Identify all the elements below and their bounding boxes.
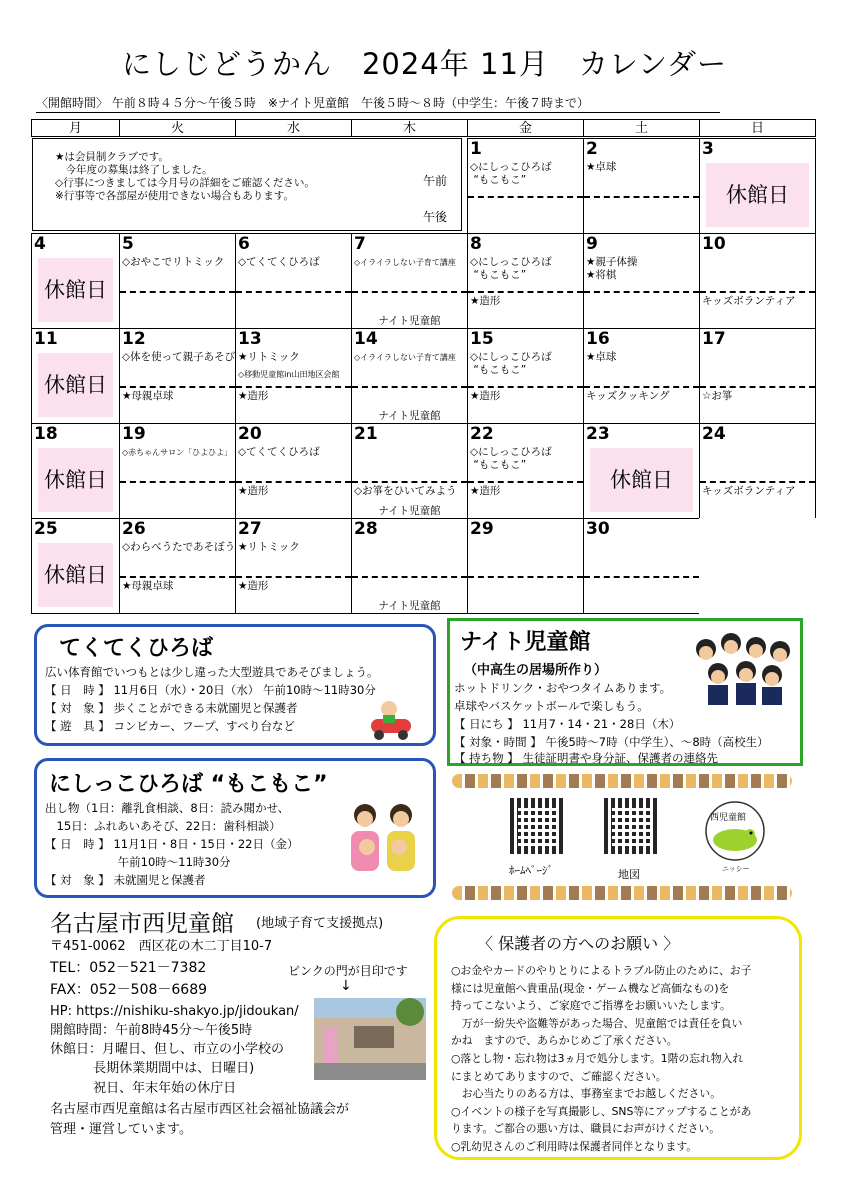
- afternoon-event: ★母親卓球: [122, 390, 174, 402]
- mascot-name: ニッシー: [722, 865, 750, 873]
- night-title: ナイト児童館: [460, 630, 591, 655]
- day-number: 11: [34, 329, 58, 349]
- night-line: 卓球やバスケットボールで楽しもう。: [454, 699, 649, 713]
- am-label: 午前: [423, 174, 448, 188]
- page-title: にしじどうかん 2024年 11月 カレンダー: [121, 47, 728, 81]
- center-name-sub: (地域子育て支援拠点): [256, 916, 384, 931]
- morning-event: ★リトミック: [238, 541, 300, 553]
- day-cell: [699, 233, 816, 329]
- am-pm-divider: [584, 291, 699, 293]
- am-pm-divider: [352, 386, 467, 388]
- am-pm-divider: [120, 386, 235, 388]
- day-cell: [467, 138, 584, 234]
- day-number: 28: [354, 519, 378, 539]
- calendar-notice: [32, 138, 462, 231]
- night-label: ナイト児童館: [378, 600, 441, 612]
- am-pm-divider: [236, 386, 351, 388]
- afternoon-event: ◇お箏をひいてみよう: [354, 485, 457, 497]
- day-cell: [235, 518, 352, 614]
- day-cell: [699, 138, 816, 234]
- am-pm-divider: [468, 196, 583, 198]
- day-number: 10: [702, 234, 726, 254]
- am-pm-divider: [236, 481, 351, 483]
- morning-event: ◇イライラしない子育て講座: [354, 353, 456, 362]
- night-box: [447, 618, 803, 766]
- day-number: 16: [586, 329, 610, 349]
- parents-line: 様には児童館へ貴重品(現金・ゲーム機など高価なもの)を: [451, 981, 730, 995]
- am-pm-divider: [120, 291, 235, 293]
- morning-event: ◇赤ちゃんサロン「ひよひよ」: [122, 448, 233, 457]
- am-pm-divider: [352, 576, 467, 578]
- animal-border-bottom: [452, 886, 792, 900]
- morning-event: ★親子体操 ★将棋: [586, 256, 638, 281]
- mokomoko-box: [34, 758, 436, 898]
- night-line: 【 対象・時間 】 午後5時～7時（中学生）、～8時（高校生）: [454, 735, 769, 749]
- day-cell: [119, 328, 236, 424]
- parents-line: ○乳幼児さんのご利用時は保護者同伴となります。: [451, 1140, 698, 1153]
- tekuteku-line: 広い体育館でいつもとは少し違った大型遊具であそびましょう。: [45, 665, 379, 679]
- pm-label: 午後: [423, 210, 448, 224]
- day-number: 9: [586, 234, 598, 254]
- day-number: 18: [34, 424, 58, 444]
- parents-line: ○イベントの様子を写真撮影し、SNS等にアップすることがあ: [451, 1104, 752, 1118]
- day-number: 7: [354, 234, 366, 254]
- day-number: 29: [470, 519, 494, 539]
- am-pm-divider: [468, 481, 583, 483]
- center-line: 祝日、年末年始の休庁日: [50, 1081, 237, 1096]
- weekday-header: 金: [467, 119, 584, 137]
- day-number: 21: [354, 424, 378, 444]
- afternoon-event: ☆お箏: [702, 390, 733, 402]
- am-pm-divider: [584, 576, 699, 578]
- am-pm-divider: [352, 481, 467, 483]
- night-line: 【 持ち物 】 生徒証明書や身分証、保護者の連絡先: [454, 751, 718, 765]
- afternoon-event: ★造形: [238, 390, 269, 402]
- morning-event: ★卓球: [586, 161, 617, 173]
- homepage-label: ﾎｰﾑﾍﾟｰｼﾞ: [509, 864, 553, 877]
- event-note: ◇移動児童館in山田地区会館: [238, 370, 340, 379]
- day-cell: [119, 233, 236, 329]
- morning-event: ★リトミック: [238, 351, 300, 363]
- tekuteku-title: てくてくひろば: [59, 636, 214, 661]
- weekday-header: 火: [119, 119, 236, 137]
- closed-label: 休館日: [38, 448, 113, 512]
- day-number: 25: [34, 519, 58, 539]
- center-line: 〒451-0062 西区花の木二丁目10-7: [50, 939, 273, 954]
- day-cell: [119, 423, 236, 519]
- child-car-icon: [367, 699, 417, 743]
- parents-line: かね ますので、あらかじめご了承ください。: [451, 1034, 678, 1048]
- am-pm-divider: [236, 291, 351, 293]
- center-line: 長期休業期間中は、日曜日): [50, 1061, 255, 1076]
- notice-line: ★は会員制クラブです。: [55, 151, 169, 163]
- day-number: 17: [702, 329, 726, 349]
- calendar-grid: [31, 119, 807, 616]
- day-cell: [351, 328, 468, 424]
- day-number: 19: [122, 424, 146, 444]
- center-line: 休館日：月曜日、但し、市立の小学校の: [50, 1042, 285, 1057]
- morning-event: ◇にしっこひろば “もこもこ”: [470, 351, 552, 376]
- morning-event: ◇てくてくひろば: [238, 256, 320, 268]
- afternoon-event: ★造形: [470, 485, 501, 497]
- day-cell: [235, 328, 352, 424]
- day-cell: [235, 423, 352, 519]
- weekday-header: 月: [31, 119, 120, 137]
- am-pm-divider: [120, 481, 235, 483]
- day-cell: [583, 328, 700, 424]
- morning-event: ◇にしっこひろば “もこもこ”: [470, 161, 552, 186]
- am-pm-divider: [584, 386, 699, 388]
- day-cell: [467, 328, 584, 424]
- weekday-header: 日: [699, 119, 816, 137]
- weekday-header: 水: [235, 119, 352, 137]
- notice-line: ※行事等で各部屋が使用できない場合もあります。: [55, 190, 294, 202]
- afternoon-event: ★造形: [238, 580, 269, 592]
- day-number: 5: [122, 234, 134, 254]
- am-pm-divider: [352, 291, 467, 293]
- am-pm-divider: [700, 291, 815, 293]
- opening-hours: 〈開館時間〉 午前８時４５分～午後５時 ※ナイト児童館 午後５時～８時（中学生：午後７時まで）: [36, 94, 720, 113]
- day-number: 1: [470, 139, 482, 159]
- day-number: 2: [586, 139, 598, 159]
- night-subtitle: （中高生の居場所作り）: [464, 663, 608, 678]
- tekuteku-line: 【 日 時 】 11月6日（水）・20日（水） 午前10時～11時30分: [45, 683, 376, 697]
- map-qr-code[interactable]: [604, 798, 660, 854]
- am-pm-divider: [236, 576, 351, 578]
- tekuteku-line: 【 対 象 】 歩くことができる未就園児と保護者: [45, 701, 298, 715]
- day-cell: [583, 233, 700, 329]
- map-label: 地図: [618, 868, 640, 881]
- am-pm-divider: [468, 291, 583, 293]
- morning-event: ★卓球: [586, 351, 617, 363]
- afternoon-event: キッズボランティア: [702, 485, 796, 497]
- center-tel: TEL：052－521－7382: [50, 960, 207, 976]
- day-cell: [351, 423, 468, 519]
- afternoon-event: ★造形: [238, 485, 269, 497]
- night-line: 【 日にち 】 11月7・14・21・28日（木）: [454, 717, 681, 731]
- day-cell: [351, 518, 468, 614]
- day-cell: [699, 423, 816, 519]
- morning-event: ◇にしっこひろば “もこもこ”: [470, 446, 552, 471]
- notice-line: ◇行事につきましては今月号の詳細をご確認ください。: [55, 177, 315, 189]
- day-number: 3: [702, 139, 714, 159]
- night-label: ナイト児童館: [378, 410, 441, 422]
- morning-event: ◇わらべうたであそぼう: [122, 541, 236, 553]
- family-icon: [343, 801, 423, 877]
- day-cell: [699, 328, 816, 424]
- morning-event: ◇体を使って親子あそび: [122, 351, 236, 363]
- morning-event: ◇にしっこひろば “もこもこ”: [470, 256, 552, 281]
- closed-label: 休館日: [590, 448, 693, 512]
- center-fax: FAX：052－508－6689: [50, 982, 208, 998]
- afternoon-event: キッズクッキング: [586, 390, 670, 402]
- day-cell: [467, 233, 584, 329]
- tekuteku-box: [34, 624, 436, 746]
- day-number: 23: [586, 424, 610, 444]
- parents-line: 万が一紛失や盗難等があった場合、児童館では責任を負い: [451, 1016, 743, 1030]
- center-hp[interactable]: HP: https://nishiku-shakyo.jp/jidoukan/: [50, 1004, 299, 1019]
- day-cell: [31, 233, 120, 329]
- parents-line: ○落とし物・忘れ物は3ヵ月で処分します。1階の忘れ物入れ: [451, 1052, 744, 1065]
- mokomoko-line: 15日：ふれあいあそび、22日：歯科相談）: [45, 819, 281, 833]
- morning-event: ◇おやこでリトミック: [122, 256, 225, 268]
- afternoon-event: キッズボランティア: [702, 295, 796, 307]
- morning-event: ◇てくてくひろば: [238, 446, 320, 458]
- center-name: 名古屋市西児童館: [50, 911, 234, 937]
- students-icon: [686, 627, 798, 707]
- arrow-down: ↓: [340, 978, 352, 994]
- pink-gate-note: ピンクの門が目印です: [288, 964, 408, 978]
- day-number: 12: [122, 329, 146, 349]
- day-cell: [31, 518, 120, 614]
- day-cell: [119, 518, 236, 614]
- closed-label: 休館日: [38, 353, 113, 417]
- parents-line: ります。ご都合の悪い方は、職員にお声がけください。: [451, 1122, 721, 1136]
- parents-notice-box: [434, 916, 802, 1160]
- mokomoko-line: 【 日 時 】 11月1日・8日・15日・22日（金）: [45, 837, 299, 851]
- mascot-text: 西児童館: [710, 813, 747, 823]
- day-cell: [235, 233, 352, 329]
- day-cell: [31, 423, 120, 519]
- afternoon-event: ★造形: [470, 295, 501, 307]
- center-line: 管理・運営しています。: [50, 1122, 192, 1137]
- parents-line: にまとめてありますので、ご確認ください。: [451, 1069, 667, 1083]
- day-cell: [31, 328, 120, 424]
- day-number: 8: [470, 234, 482, 254]
- night-label: ナイト児童館: [378, 505, 441, 517]
- closed-label: 休館日: [38, 543, 113, 607]
- day-number: 22: [470, 424, 494, 444]
- parents-line: お心当たりのある方は、事務室までお越しください。: [451, 1087, 721, 1101]
- mokomoko-line: 出し物（1日：離乳食相談、8日：読み聞かせ、: [45, 801, 290, 815]
- night-line: ホットドリンク・おやつタイムあります。: [454, 681, 672, 695]
- day-cell: [467, 423, 584, 519]
- building-photo: [314, 998, 426, 1080]
- day-cell: [351, 233, 468, 329]
- afternoon-event: ★造形: [470, 390, 501, 402]
- am-pm-divider: [468, 576, 583, 578]
- center-line: 名古屋市西児童館は名古屋市西区社会福祉協議会が: [50, 1102, 350, 1117]
- closed-label: 休館日: [38, 258, 113, 322]
- day-cell: [583, 138, 700, 234]
- afternoon-event: ★母親卓球: [122, 580, 174, 592]
- day-number: 27: [238, 519, 262, 539]
- mokomoko-line: 【 対 象 】 未就園児と保護者: [45, 873, 206, 887]
- empty-cell: [699, 518, 816, 614]
- parents-title: 〈 保護者の方へのお願い 〉: [477, 934, 680, 953]
- day-number: 4: [34, 234, 46, 254]
- day-cell: [583, 423, 700, 519]
- day-number: 13: [238, 329, 262, 349]
- day-number: 15: [470, 329, 494, 349]
- day-number: 26: [122, 519, 146, 539]
- closed-label: 休館日: [706, 163, 809, 227]
- notice-line: 今年度の募集は終了しました。: [55, 164, 213, 176]
- am-pm-divider: [584, 196, 699, 198]
- parents-line: ○お金やカードのやりとりによるトラブル防止のために、お子: [451, 964, 752, 977]
- weekday-header: 木: [351, 119, 468, 137]
- am-pm-divider: [468, 386, 583, 388]
- day-number: 24: [702, 424, 726, 444]
- am-pm-divider: [120, 576, 235, 578]
- tekuteku-line: 【 遊 具 】 コンビカー、フープ、すべり台など: [45, 719, 295, 733]
- day-cell: [583, 518, 700, 614]
- mokomoko-line: 午前10時～11時30分: [45, 855, 231, 869]
- night-label: ナイト児童館: [378, 315, 441, 327]
- homepage-qr-code[interactable]: [510, 798, 566, 854]
- day-number: 14: [354, 329, 378, 349]
- parents-line: 持ってこないよう、ご家庭でご指導をお願いいたします。: [451, 999, 731, 1013]
- day-cell: [467, 518, 584, 614]
- day-number: 30: [586, 519, 610, 539]
- center-line: 開館時間：午前8時45分～午後5時: [50, 1023, 253, 1038]
- am-pm-divider: [700, 481, 815, 483]
- day-number: 20: [238, 424, 262, 444]
- morning-event: ◇イライラしない子育て講座: [354, 258, 456, 267]
- weekday-header: 土: [583, 119, 700, 137]
- day-number: 6: [238, 234, 250, 254]
- mokomoko-title: にしっこひろば “もこもこ”: [49, 772, 328, 797]
- am-pm-divider: [700, 386, 815, 388]
- animal-border-top: [452, 774, 792, 788]
